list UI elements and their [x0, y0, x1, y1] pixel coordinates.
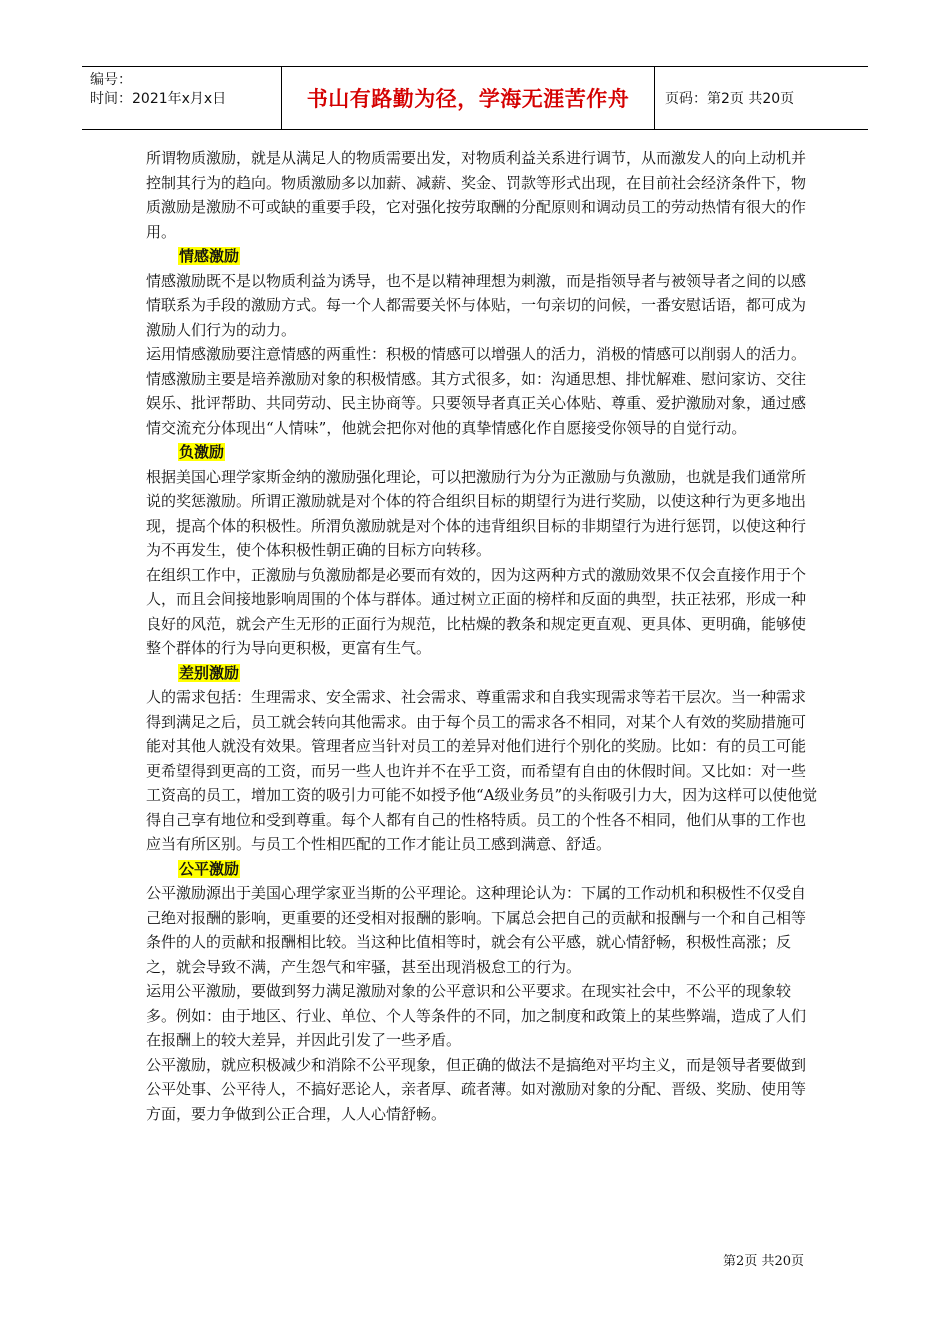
- header-info: [82, 67, 282, 129]
- section-heading: [146, 244, 818, 269]
- paragraph: 情感激励既不是以物质利益为诱导，也不是以精神理想为刺激，而是指领导者与被领导者之间的以感情联系为手段的激励方式。每一个人都需要关怀与体贴，一句亲切的问候，一番安慰话语，都可成为激励人们行为的动力。: [146, 271, 807, 339]
- section-heading-text: 负激励: [179, 443, 225, 461]
- section-heading: [146, 661, 818, 686]
- paragraph: 所谓物质激励，就是从满足人的物质需要出发，对物质利益关系进行调节，从而激发人的向上动机并控制其行为的趋向。物质激励多以加薪、减薪、奖金、罚款等形式出现，在目前社会经济条件下，物质激励是激励不可或缺的重要手段，它对强化按劳取酬的分配原则和调动员工的劳动热情有很大的作用。: [146, 149, 807, 241]
- page-footer: 第2页 共20页: [723, 1254, 804, 1269]
- page-header: [82, 66, 868, 130]
- header-motto: 书山有路勤为径，学海无涯苦作舟: [282, 67, 655, 129]
- header-page-label: 页码：第2页 共20页: [665, 91, 795, 107]
- section-heading-text: 差别激励: [179, 663, 240, 682]
- paragraph: 在组织工作中，正激励与负激励都是必要而有效的，因为这两种方式的激励效果不仅会直接作用于个人，而且会间接地影响周围的个体与群体。通过树立正面的榜样和反面的典型，扶正祛邪，形成一种良好的风范，就会产生无形的正面行为规范，比枯燥的教条和规定更直观、更具体、更明确，能够使整个群体的行为导向更积极，更富有生气。: [146, 565, 807, 657]
- section-heading: [146, 440, 818, 465]
- paragraph: 情感激励主要是培养激励对象的积极情感。其方式很多，如：沟通思想、排忧解难、慰问家访、交往娱乐、批评帮助、共同劳动、民主协商等。只要领导者真正关心体贴、尊重、爱护激励对象，通过感情交流充分体现出“人情味”，他就会把你对他的真挚情感化作自愿接受你领导的自觉行动。: [146, 369, 807, 437]
- paragraph: 人的需求包括：生理需求、安全需求、社会需求、尊重需求和自我实现需求等若干层次。当一种需求得到满足之后，员工就会转向其他需求。由于每个员工的需求各不相同，对某个人有效的奖励措施可能对其他人就没有效果。管理者应当针对员工的差异对他们进行个别化的奖励。比如：有的员工可能更希望得到更高的工资，而另一些人也许并不在乎工资，而希望有自由的休假时间。又比如：对一些工资高的员工，增加工资的吸引力可能不如授予他“A级业务员”的头衔吸引力大，因为这样可以使他觉得自己享有地位和受到尊重。每个人都有自己的性格特质。员工的个性各不相同，他们从事的工作也应当有所区别。与员工个性相匹配的工作才能让员工感到满意、舒适。: [146, 688, 818, 853]
- document-body: [146, 146, 818, 1126]
- paragraph: 运用公平激励，要做到努力满足激励对象的公平意识和公平要求。在现实社会中，不公平的现象较多。例如：由于地区、行业、单位、个人等条件的不同，加之制度和政策上的某些弊端，造成了人们在报酬上的较大差异，并因此引发了一些矛盾。: [146, 982, 807, 1049]
- document-time-label: 时间：2021年x月x日: [90, 91, 227, 107]
- document-number-label: 编号：: [90, 72, 132, 88]
- paragraph: 公平激励源出于美国心理学家亚当斯的公平理论。这种理论认为：下属的工作动机和积极性不仅受自己绝对报酬的影响，更重要的还受相对报酬的影响。下属总会把自己的贡献和报酬与一个和自己相等条件的人的贡献和报酬相比较。当这种比值相等时，就会有公平感，就心情舒畅，积极性高涨；反之，就会导致不满，产生怨气和牢骚，甚至出现消极怠工的行为。: [146, 884, 807, 976]
- section-heading-text: 公平激励: [179, 859, 240, 878]
- paragraph: 根据美国心理学家斯金纳的激励强化理论，可以把激励行为分为正激励与负激励，也就是我们通常所说的奖惩激励。所谓正激励就是对个体的符合组织目标的期望行为进行奖励，以使这种行为更多地出现，提高个体的积极性。所渭负激励就是对个体的违背组织目标的非期望行为进行惩罚，以使这种行为不再发生，使个体积极性朝正确的目标方向转移。: [146, 467, 807, 559]
- paragraph: 公平激励，就应积极减少和消除不公平现象，但正确的做法不是搞绝对平均主义，而是领导者要做到公平处事、公平待人，不搞好恶论人，亲者厚、疏者薄。如对激励对象的分配、晋级、奖励、使用等方面，要力争做到公正合理，人人心情舒畅。: [146, 1055, 807, 1123]
- paragraph: 运用情感激励要注意情感的两重性：积极的情感可以增强人的活力，消极的情感可以削弱人的活力。: [146, 345, 807, 363]
- section-heading: [146, 857, 818, 882]
- section-heading-text: 情感激励: [179, 247, 240, 265]
